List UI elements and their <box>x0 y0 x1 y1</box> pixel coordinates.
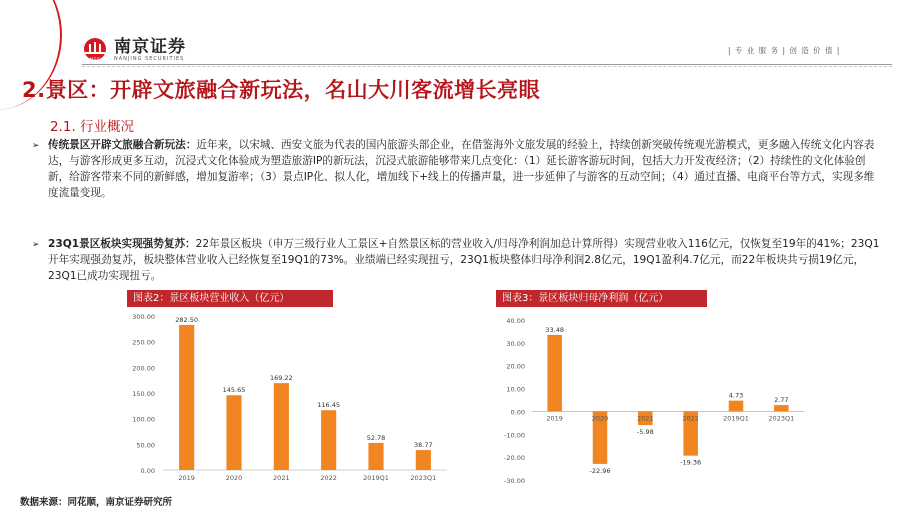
x-tick-label: 2021 <box>273 474 290 482</box>
revenue-chart-plot <box>127 290 475 490</box>
data-label: 2.77 <box>774 396 789 405</box>
x-tick-label: 2019Q1 <box>363 474 389 482</box>
nsc-logo-icon <box>82 37 108 63</box>
header-divider <box>82 64 892 65</box>
y-tick-label: 0.00 <box>140 467 155 475</box>
chart-title: 图表2：景区板块营业收入（亿元） <box>127 290 333 307</box>
bullet-heading: 23Q1景区板块实现强势复苏： <box>48 238 196 250</box>
x-tick-label: 2023Q1 <box>768 414 795 423</box>
bar <box>368 443 383 470</box>
brand-name-en: NANJING SECURITIES <box>114 55 185 62</box>
bar <box>774 405 789 411</box>
x-tick-label: 2021 <box>637 414 654 423</box>
bullet-body: 近年来，以宋城、西安文旅为代表的国内旅游头部企业，在借鉴海外文旅发展的经验上，持续创新突破传统观光游模式，更多融入传统文化内容表达，与游客形成更多互动，沉浸式文化体验成为塑造旅游IP的新玩法，沉浸式旅游能够带来几点变化：（1）延长游客游玩时间，包括大力开发夜经济；（2）持续性的文化体验创新，给游客带来不同的新鲜感，增加复游率；（3）景点IP化、拟人化，增加线下+线上的传播声量，进一步延伸了与游客的互动空间；（4）通过直播、电商平台等方式，实现多维度流量变现。 <box>48 139 875 199</box>
data-label: 52.78 <box>366 433 386 442</box>
x-tick-label: 2022 <box>682 414 699 423</box>
bar <box>321 410 336 470</box>
y-tick-label: 30.00 <box>506 339 525 348</box>
y-tick-label: 20.00 <box>506 362 525 371</box>
data-label: -22.96 <box>589 466 611 475</box>
bar <box>274 383 289 470</box>
data-source-note: 数据来源：同花顺，南京证券研究所 <box>20 497 173 508</box>
y-tick-label: 50.00 <box>136 441 155 450</box>
data-label: 282.50 <box>175 315 199 324</box>
y-tick-label: -20.00 <box>504 454 525 463</box>
bullet-point-1 <box>32 137 880 201</box>
y-tick-label: -30.00 <box>504 477 525 485</box>
net-profit-chart-plot <box>496 290 826 490</box>
data-label: -5.98 <box>636 428 654 437</box>
logo-abbr: NSC <box>89 57 101 63</box>
net-profit-chart <box>496 290 826 490</box>
bar <box>226 395 241 470</box>
chart-title: 图表3：景区板块归母净利润（亿元） <box>496 290 707 307</box>
header-divider-dashed <box>82 66 892 67</box>
brand-slogan: | 专 业 服 务 | 创 造 价 值 | <box>728 46 841 55</box>
x-tick-label: 2019 <box>546 414 563 423</box>
y-tick-label: 0.00 <box>510 408 525 417</box>
data-label: 169.22 <box>269 374 293 383</box>
y-tick-label: 300.00 <box>132 313 155 321</box>
brand-name: 南京证券 <box>114 36 186 57</box>
bar <box>416 450 431 470</box>
data-label: 38.77 <box>414 441 433 450</box>
x-tick-label: 2023Q1 <box>410 474 437 482</box>
data-label: 33.48 <box>545 325 564 334</box>
y-tick-label: 150.00 <box>132 390 155 398</box>
bar <box>729 401 744 412</box>
x-tick-label: 2019Q1 <box>723 414 749 423</box>
y-tick-label: 10.00 <box>506 385 525 394</box>
y-tick-label: 40.00 <box>506 317 525 325</box>
bullet-heading: 传统景区开辟文旅融合新玩法： <box>48 139 197 151</box>
page-title: 2.景区：开辟文旅融合新玩法，名山大川客流增长亮眼 <box>22 78 541 102</box>
data-label: -19.36 <box>680 458 702 467</box>
bar <box>179 325 194 470</box>
arrow-bullet-icon: ➢ <box>32 240 40 250</box>
y-tick-label: 200.00 <box>132 364 155 373</box>
bullet-body: 22年景区板块（申万三级行业人工景区+自然景区标的营业收入/归母净利润加总计算所得）实现营业收入116亿元，仅恢复至19年的41%；23Q1开年实现强劲复苏，板块整体营业收入已经恢复至19Q1的73%。业绩端已经实现扭亏，23Q1板块整体归母净利润2.8亿元，19Q1盈利4.7亿元，而22年板块共亏损19亿元，23Q1已成功实现扭亏。 <box>48 238 880 282</box>
arrow-bullet-icon: ➢ <box>32 141 40 151</box>
revenue-chart <box>127 290 475 490</box>
x-tick-label: 2020 <box>225 474 243 482</box>
section-subtitle: 2.1. 行业概况 <box>50 119 135 135</box>
brand-logo <box>82 36 186 64</box>
data-label: 116.45 <box>317 401 341 410</box>
data-label: 145.65 <box>222 386 246 395</box>
x-tick-label: 2020 <box>591 414 609 423</box>
x-tick-label: 2019 <box>178 474 195 482</box>
x-tick-label: 2022 <box>320 474 337 482</box>
y-tick-label: -10.00 <box>504 431 525 440</box>
y-tick-label: 250.00 <box>132 338 155 347</box>
bar <box>547 335 562 412</box>
y-tick-label: 100.00 <box>132 415 155 424</box>
bullet-point-2 <box>32 236 880 284</box>
data-label: 4.73 <box>728 391 744 400</box>
